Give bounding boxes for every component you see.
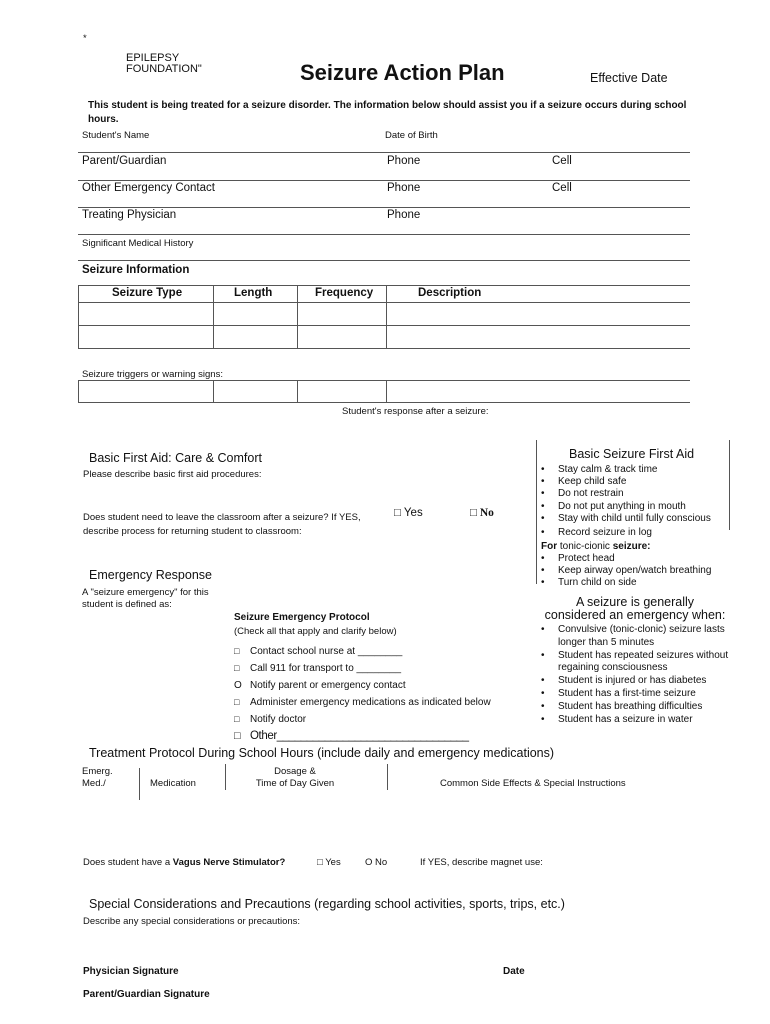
protocol-item[interactable] (234, 711, 491, 728)
logo-line1: EPILEPSY (126, 52, 180, 64)
triggers-col-0 (78, 380, 79, 402)
col-dosage-line1: Dosage & (274, 766, 316, 777)
parent-guardian-label: Parent/Guardian (82, 155, 167, 167)
checkbox-icon[interactable]: □ (234, 663, 240, 674)
tonic-type: tonic-cionic (559, 541, 610, 552)
special-prompt: Describe any special considerations or precautions: (83, 916, 301, 927)
table-rule-row2 (78, 348, 690, 349)
table-rule-row1 (78, 325, 690, 326)
leave-classroom-question: Does student need to leave the classroom after a seizure? If YES, describe process for returning student to classroom: (83, 512, 361, 537)
radio-icon[interactable]: O (234, 679, 242, 691)
first-aid-item: • Stay with child until fully conscious (540, 513, 711, 525)
col-emerg-med (82, 766, 113, 790)
protocol-item[interactable] (234, 694, 491, 711)
rule-1 (78, 152, 690, 153)
col-seizure-type: Seizure Type (112, 287, 183, 299)
first-aid-item: • Stay calm & track time (540, 464, 711, 476)
effective-date-label: Effective Date (590, 71, 668, 85)
protocol-text: Contact school nurse at ________ (250, 646, 403, 657)
tonic-clonic-label (541, 541, 651, 552)
checkbox-icon[interactable]: □ (234, 646, 240, 656)
emergency-item: • Student has a seizure in water (540, 714, 728, 727)
protocol-text: Other________________________________ (250, 730, 469, 743)
col-medication: Medication (150, 778, 196, 789)
col-dosage (230, 766, 360, 790)
rule-5 (78, 260, 690, 261)
triggers-col-1 (213, 380, 214, 402)
table-rule-header (78, 302, 690, 303)
col-frequency: Frequency (315, 287, 374, 299)
tonic-item: • Turn child on side (540, 577, 711, 589)
protocol-text: Notify doctor (250, 714, 307, 726)
col-length: Length (234, 287, 273, 299)
treatment-col-1 (139, 768, 140, 800)
emergency-item: • Student has a first-time seizure (540, 688, 728, 701)
asterisk: * (83, 33, 87, 44)
col-side-effects: Common Side Effects & Special Instructions (440, 778, 626, 789)
protocol-list (234, 643, 491, 745)
treating-physician-label: Treating Physician (82, 209, 177, 221)
vns-yes[interactable]: □ Yes (317, 857, 341, 868)
checkbox-icon[interactable]: □ (234, 730, 241, 743)
page-title: Seizure Action Plan (300, 60, 505, 85)
first-aid-item: • Record seizure in log (540, 527, 711, 539)
special-heading: Special Considerations and Precautions (regarding school activities, sports, trips, etc.) (89, 897, 565, 911)
col-description: Description (418, 287, 482, 299)
tonic-prefix: For (541, 541, 558, 552)
col-dosage-line2: Time of Day Given (255, 778, 335, 789)
first-aid-prompt: Please describe basic first aid procedures: (83, 469, 262, 480)
seizure-first-aid-heading: Basic Seizure First Aid (569, 447, 695, 461)
other-cell-label: Cell (552, 182, 572, 194)
right-box-divider (536, 440, 537, 584)
right-box-edge (729, 440, 730, 530)
vns-no[interactable]: O No (365, 857, 388, 868)
checkbox-icon[interactable]: □ (234, 696, 240, 707)
emergency-item: • Convulsive (tonic-clonic) seizure lasts (540, 624, 728, 637)
first-aid-item: • Do not restrain (540, 488, 711, 500)
emergency-when-heading (540, 596, 730, 621)
logo-line2: FOUNDATION" (126, 63, 202, 75)
table-col-2 (297, 285, 298, 348)
table-rule-top (78, 285, 690, 286)
vns-bold: Vagus Nerve Stimulator? (172, 857, 286, 868)
protocol-heading: Seizure Emergency Protocol (234, 612, 370, 623)
first-aid-heading: Basic First Aid: Care & Comfort (89, 451, 262, 465)
table-col-0 (78, 285, 79, 348)
other-phone-label: Phone (387, 182, 421, 194)
emergency-item-cont: regaining consciousness (558, 662, 668, 674)
date-of-birth-label: Date of Birth (385, 130, 438, 141)
leave-classroom-yes[interactable]: □ Yes (394, 507, 423, 519)
emergency-when-list (540, 624, 728, 726)
protocol-note: (Check all that apply and clarify below) (234, 626, 397, 637)
col-emerg-line2: Med./ (82, 778, 106, 789)
student-response-label: Student's response after a seizure: (342, 406, 489, 417)
emergency-definition: A "seizure emergency" for this student is defined as: (82, 587, 209, 610)
medical-history-label: Significant Medical History (82, 238, 194, 249)
treatment-col-2 (225, 764, 226, 790)
emergency-when-line2: considered an emergency when: (544, 607, 726, 622)
physician-signature-label: Physician Signature (83, 966, 179, 977)
rule-2 (78, 180, 690, 181)
other-contact-label: Other Emergency Contact (82, 182, 215, 194)
triggers-rule-bottom (78, 402, 690, 403)
emergency-when-line1: A seizure is generally (575, 595, 695, 609)
seizure-first-aid-list (540, 464, 711, 539)
parent-cell-label: Cell (552, 155, 572, 167)
seizure-info-heading: Seizure Information (82, 264, 190, 276)
tonic-item: • Keep airway open/watch breathing (540, 565, 711, 577)
vns-prefix: Does student have a (83, 857, 171, 868)
students-name-label: Student's Name (82, 130, 150, 141)
first-aid-item: • Do not put anything in mouth (540, 501, 711, 513)
checkbox-icon[interactable]: □ (234, 714, 240, 725)
tonic-suffix: seizure: (612, 541, 651, 552)
protocol-item[interactable] (234, 678, 491, 694)
emergency-item-cont: longer than 5 minutes (558, 636, 655, 648)
protocol-text: Call 911 for transport to ________ (250, 663, 402, 675)
triggers-rule-top (78, 380, 690, 381)
physician-phone-label: Phone (387, 209, 421, 221)
parent-phone-label: Phone (387, 155, 421, 167)
triggers-col-2 (297, 380, 298, 402)
table-col-1 (213, 285, 214, 348)
emergency-item: • Student is injured or has diabetes (540, 675, 728, 688)
parent-signature-label: Parent/Guardian Signature (83, 989, 210, 1000)
vns-question (83, 857, 285, 868)
protocol-item[interactable] (234, 660, 491, 677)
emergency-item: • Student has breathing difficulties (540, 701, 728, 714)
vns-followup: If YES, describe magnet use: (420, 857, 543, 868)
protocol-text: Administer emergency medications as indicated below (250, 696, 491, 708)
triggers-col-3 (386, 380, 387, 402)
first-aid-item: • Keep child safe (540, 476, 711, 488)
tonic-item: • Protect head (540, 553, 711, 565)
triggers-label: Seizure triggers or warning signs: (82, 369, 223, 380)
rule-3 (78, 207, 690, 208)
rule-4 (78, 234, 690, 235)
intro-text: This student is being treated for a seizure disorder. The information below should assist you if a seizure occurs during school hours. (88, 100, 687, 125)
emergency-item: • Student has repeated seizures without (540, 650, 728, 663)
epilepsy-foundation-logo (126, 53, 202, 75)
treatment-col-3 (387, 764, 388, 790)
protocol-text: Notify parent or emergency contact (250, 679, 406, 691)
signature-date-label: Date (503, 966, 525, 977)
col-emerg-line1: Emerg. (82, 766, 113, 777)
leave-classroom-no[interactable]: □ No (470, 507, 494, 519)
protocol-item[interactable] (234, 643, 491, 660)
tonic-clonic-list (540, 553, 711, 590)
protocol-item[interactable] (234, 728, 491, 744)
emergency-response-heading: Emergency Response (89, 568, 212, 582)
treatment-heading: Treatment Protocol During School Hours (include daily and emergency medications) (89, 746, 555, 760)
table-col-3 (386, 285, 387, 348)
